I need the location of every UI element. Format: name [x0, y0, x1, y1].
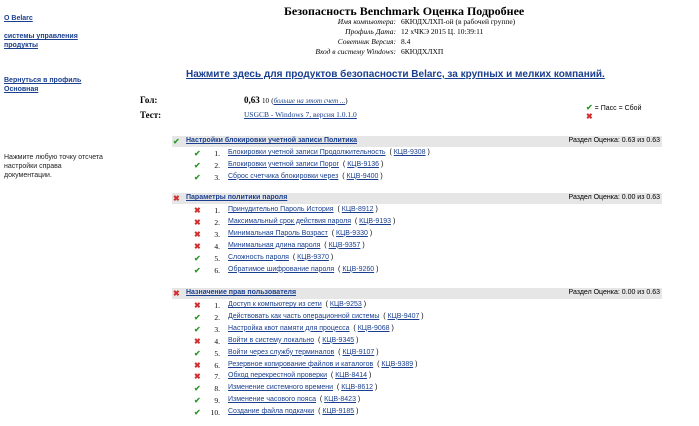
row-number: 1. [214, 149, 220, 158]
row-number: 6. [214, 265, 220, 275]
check-icon: ✔ [194, 348, 201, 358]
cross-icon: ✖ [194, 372, 201, 382]
cce-code-link[interactable]: КЦВ-8612 [341, 384, 374, 392]
cross-icon: ✖ [194, 217, 201, 227]
row-number: 3. [214, 172, 220, 182]
row-number: 4. [214, 336, 220, 346]
about-belarc-link[interactable]: О Belarc [4, 15, 33, 22]
row-number: 3. [214, 324, 220, 334]
cross-icon: ✖ [173, 289, 180, 298]
cce-code-link[interactable]: КЦВ-9357 [328, 241, 361, 249]
more-about-score-link[interactable]: больше на этот счет ... [273, 97, 346, 105]
cross-icon: ✖ [194, 360, 201, 370]
row-number: 2. [214, 160, 220, 170]
setting-link[interactable]: Минимальная Пароль Возраст [228, 229, 328, 237]
setting-link[interactable]: Максимальный срок действия пароля [228, 217, 351, 225]
cce-code-link[interactable]: КЦВ-9136 [347, 160, 380, 168]
cross-icon: ✖ [194, 336, 201, 346]
help-text: Нажмите любую точку отсчета настройки справа документации. [4, 154, 103, 179]
check-icon: ✔ [194, 160, 201, 170]
setting-link[interactable]: Действовать как часть операционной системы [228, 312, 380, 320]
management-products-link[interactable]: системы управления продукты [4, 33, 78, 49]
row-number: 1. [214, 301, 220, 310]
section-header [172, 288, 662, 299]
cce-code-link[interactable]: КЦВ-8912 [341, 206, 374, 213]
check-icon: ✔ [194, 312, 201, 322]
computer-name-value: 6КЮДХЛХП-ой (в рабочей группе) [401, 17, 516, 26]
cce-code-link[interactable]: КЦВ-9260 [342, 265, 375, 273]
section-header [172, 193, 662, 204]
cce-code-link[interactable]: КЦВ-9193 [359, 217, 391, 225]
cce-code-link[interactable]: КЦВ-9330 [336, 229, 368, 237]
info-labels [250, 17, 396, 57]
cce-code-link[interactable]: КЦВ-9308 [393, 149, 426, 156]
cce-code-link[interactable]: КЦВ-9400 [346, 172, 379, 180]
cce-code-link[interactable]: КЦВ-9370 [297, 253, 329, 261]
section-title-link[interactable]: Параметры политики пароля [186, 194, 288, 201]
row-number: 3. [214, 229, 220, 239]
setting-link[interactable]: Изменение системного времени [228, 384, 334, 392]
page-title: Безопасность Benchmark Оценка Подробнее [284, 4, 525, 18]
score-max: 10 [262, 97, 269, 105]
cce-code-link[interactable]: КЦВ-9185 [322, 408, 355, 416]
cce-code-link[interactable]: КЦВ-9345 [322, 336, 355, 344]
cce-code-link[interactable]: КЦВ-9107 [342, 348, 375, 356]
cross-icon: ✖ [194, 206, 201, 215]
check-icon: ✔ [194, 149, 201, 158]
legend-pass: = Пасс [594, 105, 617, 112]
cce-code-link[interactable]: КЦВ-8423 [324, 396, 356, 404]
setting-link[interactable]: Блокировки учетной записи Продолжительность [228, 149, 386, 156]
setting-link[interactable]: Резервное копирование файлов и каталогов [228, 360, 374, 368]
check-icon: ✔ [194, 324, 201, 334]
cross-icon: ✖ [194, 301, 201, 310]
cce-code-link[interactable]: КЦВ-9389 [381, 360, 414, 368]
check-icon: ✔ [194, 408, 201, 418]
advisor-version-value: 8.4 [401, 37, 411, 46]
back-to-profile-link[interactable]: Вернуться в профиль Основная [4, 77, 82, 93]
setting-link[interactable]: Блокировки учетной записи Порог [228, 160, 340, 168]
login-label: Вход в систему Windows: [315, 47, 396, 56]
section-score: Раздел Оценка: 0.63 из 0.63 [568, 137, 660, 144]
belarc-products-banner-link[interactable]: Нажмите здесь для продуктов безопасности Belarc, за крупных и мелких компаний. [186, 69, 605, 80]
check-icon: ✔ [586, 103, 593, 112]
left-nav [0, 0, 120, 426]
setting-link[interactable]: Доступ к компьютеру из сети [228, 301, 322, 308]
test-label: Тест: [140, 110, 162, 120]
section-header [172, 136, 662, 147]
check-icon: ✔ [194, 265, 201, 275]
setting-link[interactable]: Изменение часового пояса [228, 396, 316, 404]
row-number: 6. [214, 360, 220, 370]
info-values [401, 17, 601, 57]
cross-icon: ✖ [586, 112, 593, 121]
setting-link[interactable]: Настройка квот памяти для процесса [228, 324, 350, 332]
score-label: Гол: [140, 95, 158, 105]
row-number: 8. [214, 384, 220, 394]
login-value: 6КЮДХЛХП [401, 47, 444, 56]
check-icon: ✔ [194, 384, 201, 394]
row-number: 4. [214, 241, 220, 251]
row-number: 1. [214, 206, 220, 215]
row-number: 2. [214, 312, 220, 322]
setting-link[interactable]: Создание файла подкачки [228, 408, 315, 416]
row-number: 9. [214, 396, 220, 406]
setting-link[interactable]: Обход перекрестной проверки [228, 372, 328, 380]
setting-link[interactable]: Сброс счетчика блокировки через [228, 172, 339, 180]
setting-link[interactable]: Принудительно Пароль История [228, 206, 334, 213]
cce-code-link[interactable]: КЦВ-9068 [357, 324, 390, 332]
computer-name-label: Имя компьютера: [337, 17, 396, 26]
row-number: 7. [214, 372, 220, 382]
legend-fail: = Сбой [618, 105, 642, 112]
profile-date-label: Профиль Дата: [345, 27, 396, 36]
section-score: Раздел Оценка: 0.00 из 0.63 [568, 194, 660, 201]
setting-link[interactable]: Сложность пароля [228, 253, 289, 261]
cross-icon: ✖ [194, 229, 201, 239]
score-value-group: 0,63 10 (больше на этот счет ...) [244, 95, 348, 105]
check-icon: ✔ [194, 396, 201, 406]
advisor-version-label: Советник Версия: [337, 37, 396, 46]
section-title-link[interactable]: Назначение прав пользователя [186, 289, 297, 296]
profile-date-value: 12 хЧКЭ 2015 Ц. 10:39:11 [401, 27, 484, 36]
check-icon: ✔ [194, 253, 201, 263]
row-number: 5. [214, 348, 220, 358]
check-icon: ✔ [173, 137, 180, 146]
check-icon: ✔ [194, 172, 201, 182]
cce-code-link[interactable]: КЦВ-9253 [329, 301, 362, 308]
score-value: 0,63 [244, 95, 260, 105]
row-number: 5. [214, 253, 220, 263]
setting-link[interactable]: Минимальная длина пароля [228, 241, 321, 249]
test-benchmark-link[interactable]: USGCB - Windows 7, версия 1.0.1.0 [244, 110, 357, 119]
row-number: 2. [214, 217, 220, 227]
row-number: 10. [210, 408, 220, 418]
cross-icon: ✖ [194, 241, 201, 251]
section-title-link[interactable]: Настройки блокировки учетной записи Политика [186, 137, 357, 144]
setting-link[interactable]: Обратимое шифрование пароля [228, 265, 335, 273]
cce-code-link[interactable]: КЦВ-9407 [387, 312, 420, 320]
setting-link[interactable]: Войти через службу терминалов [228, 348, 335, 356]
cross-icon: ✖ [173, 194, 180, 203]
setting-link[interactable]: Войти в систему локально [228, 336, 315, 344]
cce-code-link[interactable]: КЦВ-8414 [335, 372, 368, 380]
legend [586, 103, 641, 121]
section-score: Раздел Оценка: 0.00 из 0.63 [568, 289, 660, 296]
